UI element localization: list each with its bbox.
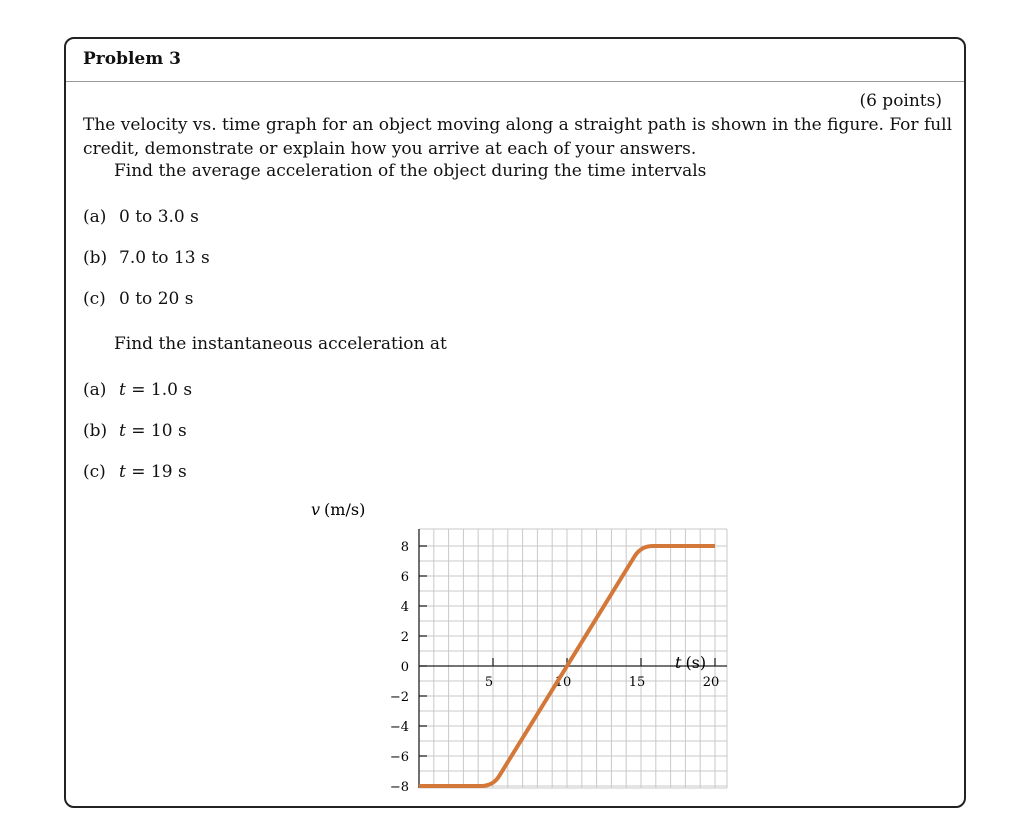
x-tick-label: 5 (484, 675, 494, 690)
instantaneous-acceleration-prompt: Find the instantaneous acceleration at (114, 334, 447, 354)
x-axis-title (675, 653, 706, 672)
x-tick-label: 15 (628, 675, 646, 690)
y-tick-label: 0 (400, 660, 409, 675)
y-tick-label: 2 (400, 630, 409, 645)
item-label: (c) (83, 289, 106, 309)
y-tick-label: −6 (389, 750, 409, 765)
item-label: (b) (83, 421, 108, 441)
x-axis-variable: t (675, 653, 682, 672)
time-variable: t (119, 462, 126, 482)
inst-item-b (83, 421, 187, 441)
y-axis-variable: v (311, 500, 321, 519)
x-tick-label: 20 (702, 675, 720, 690)
item-label: (a) (83, 207, 107, 227)
equals-sign: = (125, 462, 151, 482)
item-text: 0 to 3.0 s (119, 207, 199, 227)
item-text: 0 to 20 s (119, 289, 194, 309)
time-variable: t (119, 380, 126, 400)
avg-item-c (83, 289, 193, 309)
x-axis-unit: (s) (685, 653, 707, 672)
avg-item-b (83, 248, 210, 268)
problem-title: Problem 3 (83, 49, 181, 69)
y-tick-label: −2 (389, 690, 409, 705)
y-axis-title (311, 500, 365, 519)
inst-item-c (83, 462, 187, 482)
item-label: (b) (83, 248, 108, 268)
equals-sign: = (125, 421, 151, 441)
velocity-time-graph (311, 495, 731, 805)
x-tick-label: 10 (554, 675, 572, 690)
item-label: (c) (83, 462, 106, 482)
item-label: (a) (83, 380, 107, 400)
equals-sign: = (125, 380, 151, 400)
card-header (66, 39, 964, 82)
item-text: 19 s (150, 462, 187, 482)
y-tick-label: −8 (389, 780, 409, 795)
points-label: (6 points) (859, 91, 942, 111)
y-tick-label: 6 (400, 570, 409, 585)
problem-intro: The velocity vs. time graph for an object moving along a straight path is shown in the figure. For full credit, demonstrate or explain how you arrive at each of your answers. (83, 115, 953, 159)
problem-card (64, 37, 966, 808)
y-tick-label: 4 (400, 600, 409, 615)
avg-item-a (83, 207, 199, 227)
y-tick-label: 8 (400, 540, 409, 555)
average-acceleration-prompt: Find the average acceleration of the object during the time intervals (114, 161, 707, 181)
item-text: 1.0 s (150, 380, 193, 400)
time-variable: t (119, 421, 126, 441)
item-text: 7.0 to 13 s (119, 248, 210, 268)
y-axis-unit: (m/s) (324, 500, 366, 519)
inst-item-a (83, 380, 192, 400)
item-text: 10 s (150, 421, 187, 441)
y-tick-label: −4 (389, 720, 409, 735)
ticks (390, 540, 719, 795)
